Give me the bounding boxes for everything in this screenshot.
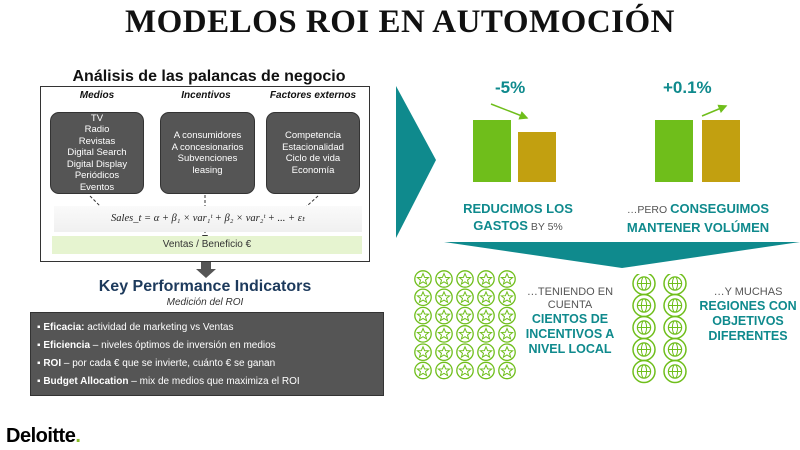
heading-reducimos — [438, 200, 598, 236]
lever-item: Eventos — [79, 181, 115, 193]
globe-icon — [633, 274, 655, 295]
heading-main: CONSEGUIMOS MANTENER VOLÚMEN — [626, 201, 770, 235]
lever-item: A concesionarios — [171, 141, 244, 153]
star-icon — [457, 362, 473, 378]
star-icon — [478, 271, 494, 287]
star-icon — [457, 289, 473, 305]
globe-icon — [664, 274, 686, 295]
globe-icon — [633, 317, 655, 339]
lever-item: Digital Display — [66, 158, 128, 170]
kpi-item: ▪ Eficacia: actividad de marketing vs Ventas — [37, 322, 234, 333]
column-header-factores: Factores externos — [269, 90, 357, 101]
kpi-subtitle: Medición del ROI — [166, 297, 244, 308]
lever-item: Digital Search — [67, 147, 127, 159]
kpi-title: Key Performance Indicators — [98, 278, 312, 295]
star-icon — [499, 326, 515, 342]
kpi-text: – niveles óptimos de inversión en medios — [90, 340, 276, 351]
star-icon — [478, 362, 494, 378]
star-icon — [478, 307, 494, 323]
star-icon — [415, 307, 431, 323]
star-icon — [436, 362, 452, 378]
kpi-text: – mix de medios que maximiza el ROI — [128, 376, 300, 387]
star-icon — [415, 289, 431, 305]
sales-formula: Sales_t = α + β₁ × var₁ᵗ + β₂ × var₂ᵗ + ... + εₜ — [54, 206, 362, 232]
heading-small: …PERO — [626, 204, 671, 216]
regions-big: REGIONES CON OBJETIVOS DIFERENTES — [699, 299, 797, 343]
incentives-big: CIENTOS DE INCENTIVOS A NIVEL LOCAL — [525, 312, 615, 356]
star-icon — [415, 271, 431, 287]
lever-item: Ciclo de vida — [285, 153, 341, 164]
globe-icon — [633, 339, 655, 361]
lever-item: TV — [90, 112, 104, 124]
heading-conseguimos — [608, 200, 788, 236]
globe-icon — [664, 361, 686, 383]
star-icon — [436, 326, 452, 342]
kpi-text: – por cada € que se invierte, cuánto € se ganan — [61, 358, 276, 369]
globe-icon — [664, 339, 686, 361]
logo-text: Deloitte — [6, 425, 76, 447]
pct-volume: +0.1% — [663, 78, 712, 97]
page-title: MODELOS ROI EN AUTOMOCIÓN — [124, 4, 676, 40]
star-grid-icon — [414, 270, 520, 380]
star-icon — [457, 271, 473, 287]
lever-item: Periódicos — [74, 170, 120, 182]
star-icon — [499, 344, 515, 360]
star-icon — [478, 326, 494, 342]
star-icon — [436, 307, 452, 323]
analysis-heading: Análisis de las palancas de negocio — [72, 68, 346, 85]
incentives-text — [520, 286, 620, 357]
bar-green-gastos — [473, 120, 511, 182]
kpi-text: actividad de marketing vs Ventas — [84, 322, 234, 333]
star-icon — [415, 326, 431, 342]
down-arrow-icon — [196, 262, 216, 278]
star-icon — [436, 271, 452, 287]
globe-icon — [633, 361, 655, 383]
star-icon — [478, 289, 494, 305]
levers-box-factores — [266, 112, 360, 194]
column-header-medios: Medios — [79, 90, 115, 101]
kpi-item: ▪ ROI – por cada € que se invierte, cuánto € se ganan — [37, 358, 276, 369]
lever-item: Economía — [291, 164, 335, 176]
levers-box-medios — [50, 112, 144, 194]
lever-item: Competencia — [285, 130, 341, 141]
star-icon — [499, 289, 515, 305]
bar-green-volumen — [655, 120, 693, 182]
bar-gold-gastos — [518, 132, 556, 182]
star-icon — [457, 344, 473, 360]
kpi-item: ▪ Budget Allocation – mix de medios que maximiza el ROI — [37, 376, 300, 387]
kpi-label: Eficacia: — [43, 322, 85, 333]
heading-main: REDUCIMOS LOS GASTOS — [463, 201, 573, 233]
lever-item: Revistas — [78, 135, 116, 147]
kpi-item: ▪ Eficiencia – niveles óptimos de inversión en medios — [37, 340, 276, 351]
lever-item: A consumidores — [173, 130, 242, 141]
column-header-incentivos: Incentivos — [181, 90, 231, 101]
incentives-small: …TENIENDO EN CUENTA — [526, 286, 614, 311]
star-icon — [436, 289, 452, 305]
star-icon — [499, 307, 515, 323]
kpi-list — [30, 312, 384, 396]
lever-item: Radio — [84, 124, 110, 136]
star-icon — [436, 344, 452, 360]
deloitte-logo — [6, 425, 80, 448]
levers-box-incentivos — [160, 112, 255, 194]
bar-gold-volumen — [702, 120, 740, 182]
globe-icon — [664, 317, 686, 339]
star-icon — [415, 344, 431, 360]
star-icon — [499, 271, 515, 287]
lever-item: leasing — [192, 164, 223, 176]
globe-icon — [633, 295, 655, 317]
pct-reduction: -5% — [495, 78, 526, 97]
kpi-label: Budget Allocation — [43, 376, 129, 387]
regions-text — [696, 286, 800, 344]
star-icon — [415, 362, 431, 378]
lever-item: Subvenciones — [177, 153, 238, 164]
star-icon — [457, 326, 473, 342]
heading-small: BY 5% — [527, 221, 563, 233]
star-icon — [499, 362, 515, 378]
star-icon — [457, 307, 473, 323]
star-icon — [478, 344, 494, 360]
logo-dot: . — [75, 425, 81, 447]
kpi-label: ROI — [43, 358, 62, 369]
regions-small: …Y MUCHAS — [713, 286, 783, 298]
ventas-beneficio: Ventas / Beneficio € — [52, 236, 362, 254]
lever-item: Estacionalidad — [282, 141, 344, 153]
kpi-label: Eficiencia — [43, 340, 91, 351]
globe-icon — [664, 295, 686, 317]
globe-grid-icon — [632, 274, 694, 384]
